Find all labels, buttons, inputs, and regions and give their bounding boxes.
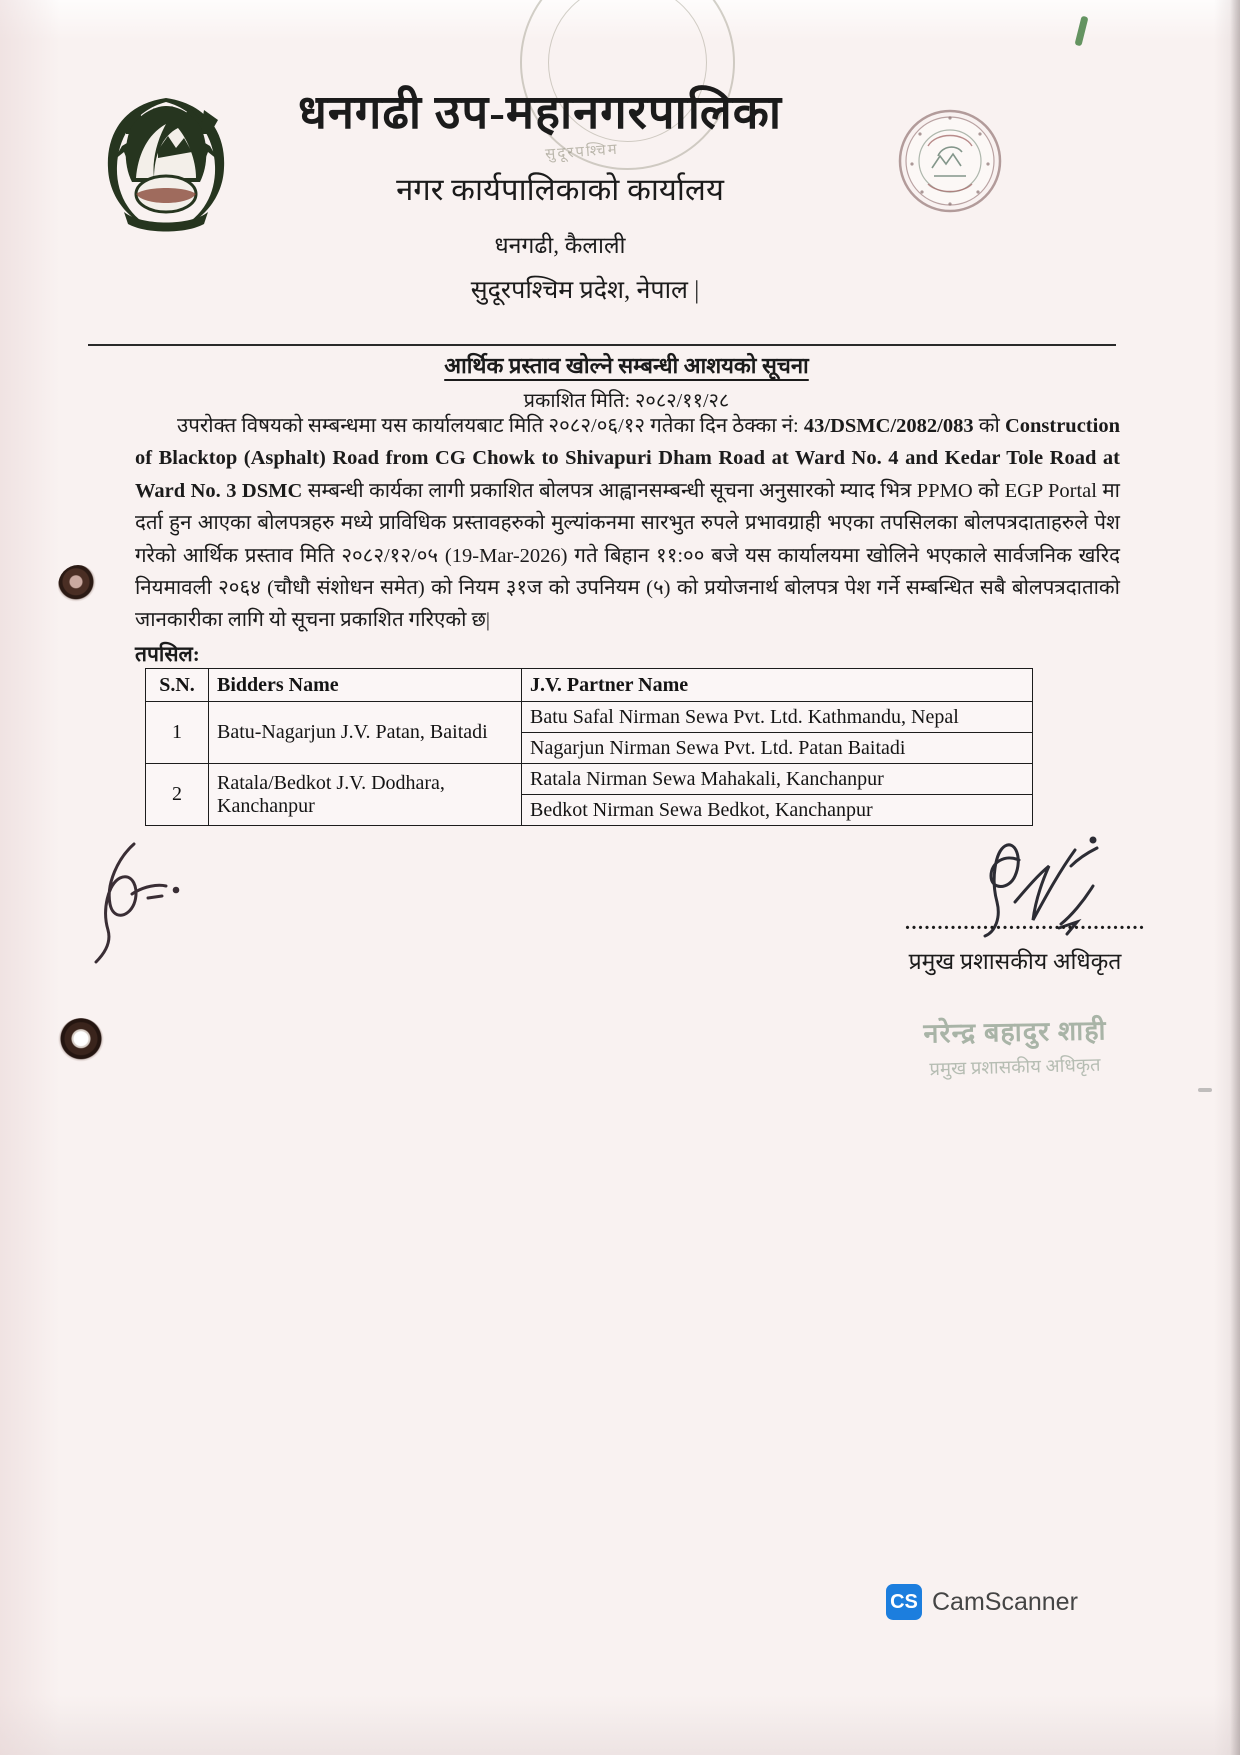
bidder-cell: Ratala/Bedkot J.V. Dodhara, Kanchanpur — [209, 764, 522, 826]
bidders-table — [145, 668, 1033, 826]
header-divider — [88, 344, 1116, 346]
header-sn: S.N. — [146, 669, 209, 702]
handwritten-scribble — [88, 838, 188, 968]
binder-hole — [58, 565, 98, 607]
partner-cell: Ratala Nirman Sewa Mahakali, Kanchanpur — [522, 764, 1033, 795]
partner-cell: Nagarjun Nirman Sewa Pvt. Ltd. Patan Baitadi — [522, 733, 1033, 764]
published-date: प्रकाशित मिति: २०८२/११/२८ — [523, 390, 730, 412]
partner-cell: Bedkot Nirman Sewa Bedkot, Kanchanpur — [522, 795, 1033, 826]
place-line: धनगढी, कैलाली — [494, 233, 626, 258]
stamp-signatory-name: नरेन्द्र बहादुर शाही — [923, 1015, 1107, 1049]
notice-title: आर्थिक प्रस्ताव खोल्ने सम्बन्धी आशयको सूचना — [444, 353, 809, 378]
camscanner-logo-icon: CS — [886, 1584, 922, 1620]
partner-cell: Batu Safal Nirman Sewa Pvt. Ltd. Kathmandu, Nepal — [522, 702, 1033, 733]
tapasil-label: तपसिल: — [135, 642, 200, 666]
edge-smudge — [1198, 1088, 1212, 1092]
header-bidders-name: Bidders Name — [209, 669, 522, 702]
table-header-row — [146, 669, 1033, 702]
stamp-signatory-title: प्रमुख प्रशासकीय अधिकृत — [929, 1055, 1101, 1081]
table-row — [146, 764, 1033, 795]
faded-stamp-text: सुदूरपश्चिम — [544, 141, 620, 163]
camscanner-watermark — [886, 1584, 1078, 1620]
office-name: नगर कार्यपालिकाको कार्यालय — [396, 172, 724, 207]
signatory-title: प्रमुख प्रशासकीय अधिकृत — [908, 949, 1122, 974]
notice-body: उपरोक्त विषयको सम्बन्धमा यस कार्यालयबाट मिति २०८२/०६/१२ गतेका दिन ठेक्का नं: 43/DSMC/2082/083 को Construction of Blacktop (Asphalt) Road from CG Chowk to Shivapuri Dham Road at Ward No. 4 and Kedar Tole Road at Ward No. 3 DSMC सम्बन्धी कार्यका लागी प्रकाशित बोलपत्र आह्वानसम्बन्धी सूचना अनुसारको म्याद भित्र PPMO को EGP Portal मा दर्ता हुन आएका बोलपत्रहरु मध्ये प्राविधिक प्रस्तावहरुको मुल्यांकनमा सारभुत रुपले प्रभावग्राही भएका तपसिलका बोलपत्रदाताहरुले पेश गरेको आर्थिक प्रस्ताव मिति २०८२/१२/०५ (19-Mar-2026) गते बिहान ११:०० बजे यस कार्यालयमा खोलिने भएकाले सार्वजनिक खरिद नियमावली २०६४ (चौधौ संशोधन समेत) को नियम ३१ज को उपनियम (५) को प्रयोजनार्थ बोलपत्र पेश गर्ने सम्बन्धित सबै बोलपत्रदाताको जानकारीका लागि यो सूचना प्रकाशित गरिएको छ| — [135, 415, 1120, 632]
sn-cell: 2 — [146, 764, 209, 826]
bidder-cell: Batu-Nagarjun J.V. Patan, Baitadi — [209, 702, 522, 764]
binder-hole — [58, 1018, 104, 1064]
sn-cell: 1 — [146, 702, 209, 764]
municipality-title: धनगढी उप-महानगरपालिका — [297, 87, 783, 139]
table-row — [146, 702, 1033, 733]
page-edge-shadow — [1230, 0, 1240, 1755]
header-jv-partner: J.V. Partner Name — [522, 669, 1033, 702]
province-line: सुदूरपश्चिम प्रदेश, नेपाल | — [470, 277, 700, 304]
camscanner-label: CamScanner — [932, 1587, 1078, 1616]
round-seal-icon — [898, 106, 1002, 216]
signature-dotted-line: ..................................... — [905, 912, 1146, 934]
corner-pen-mark — [1074, 16, 1088, 47]
